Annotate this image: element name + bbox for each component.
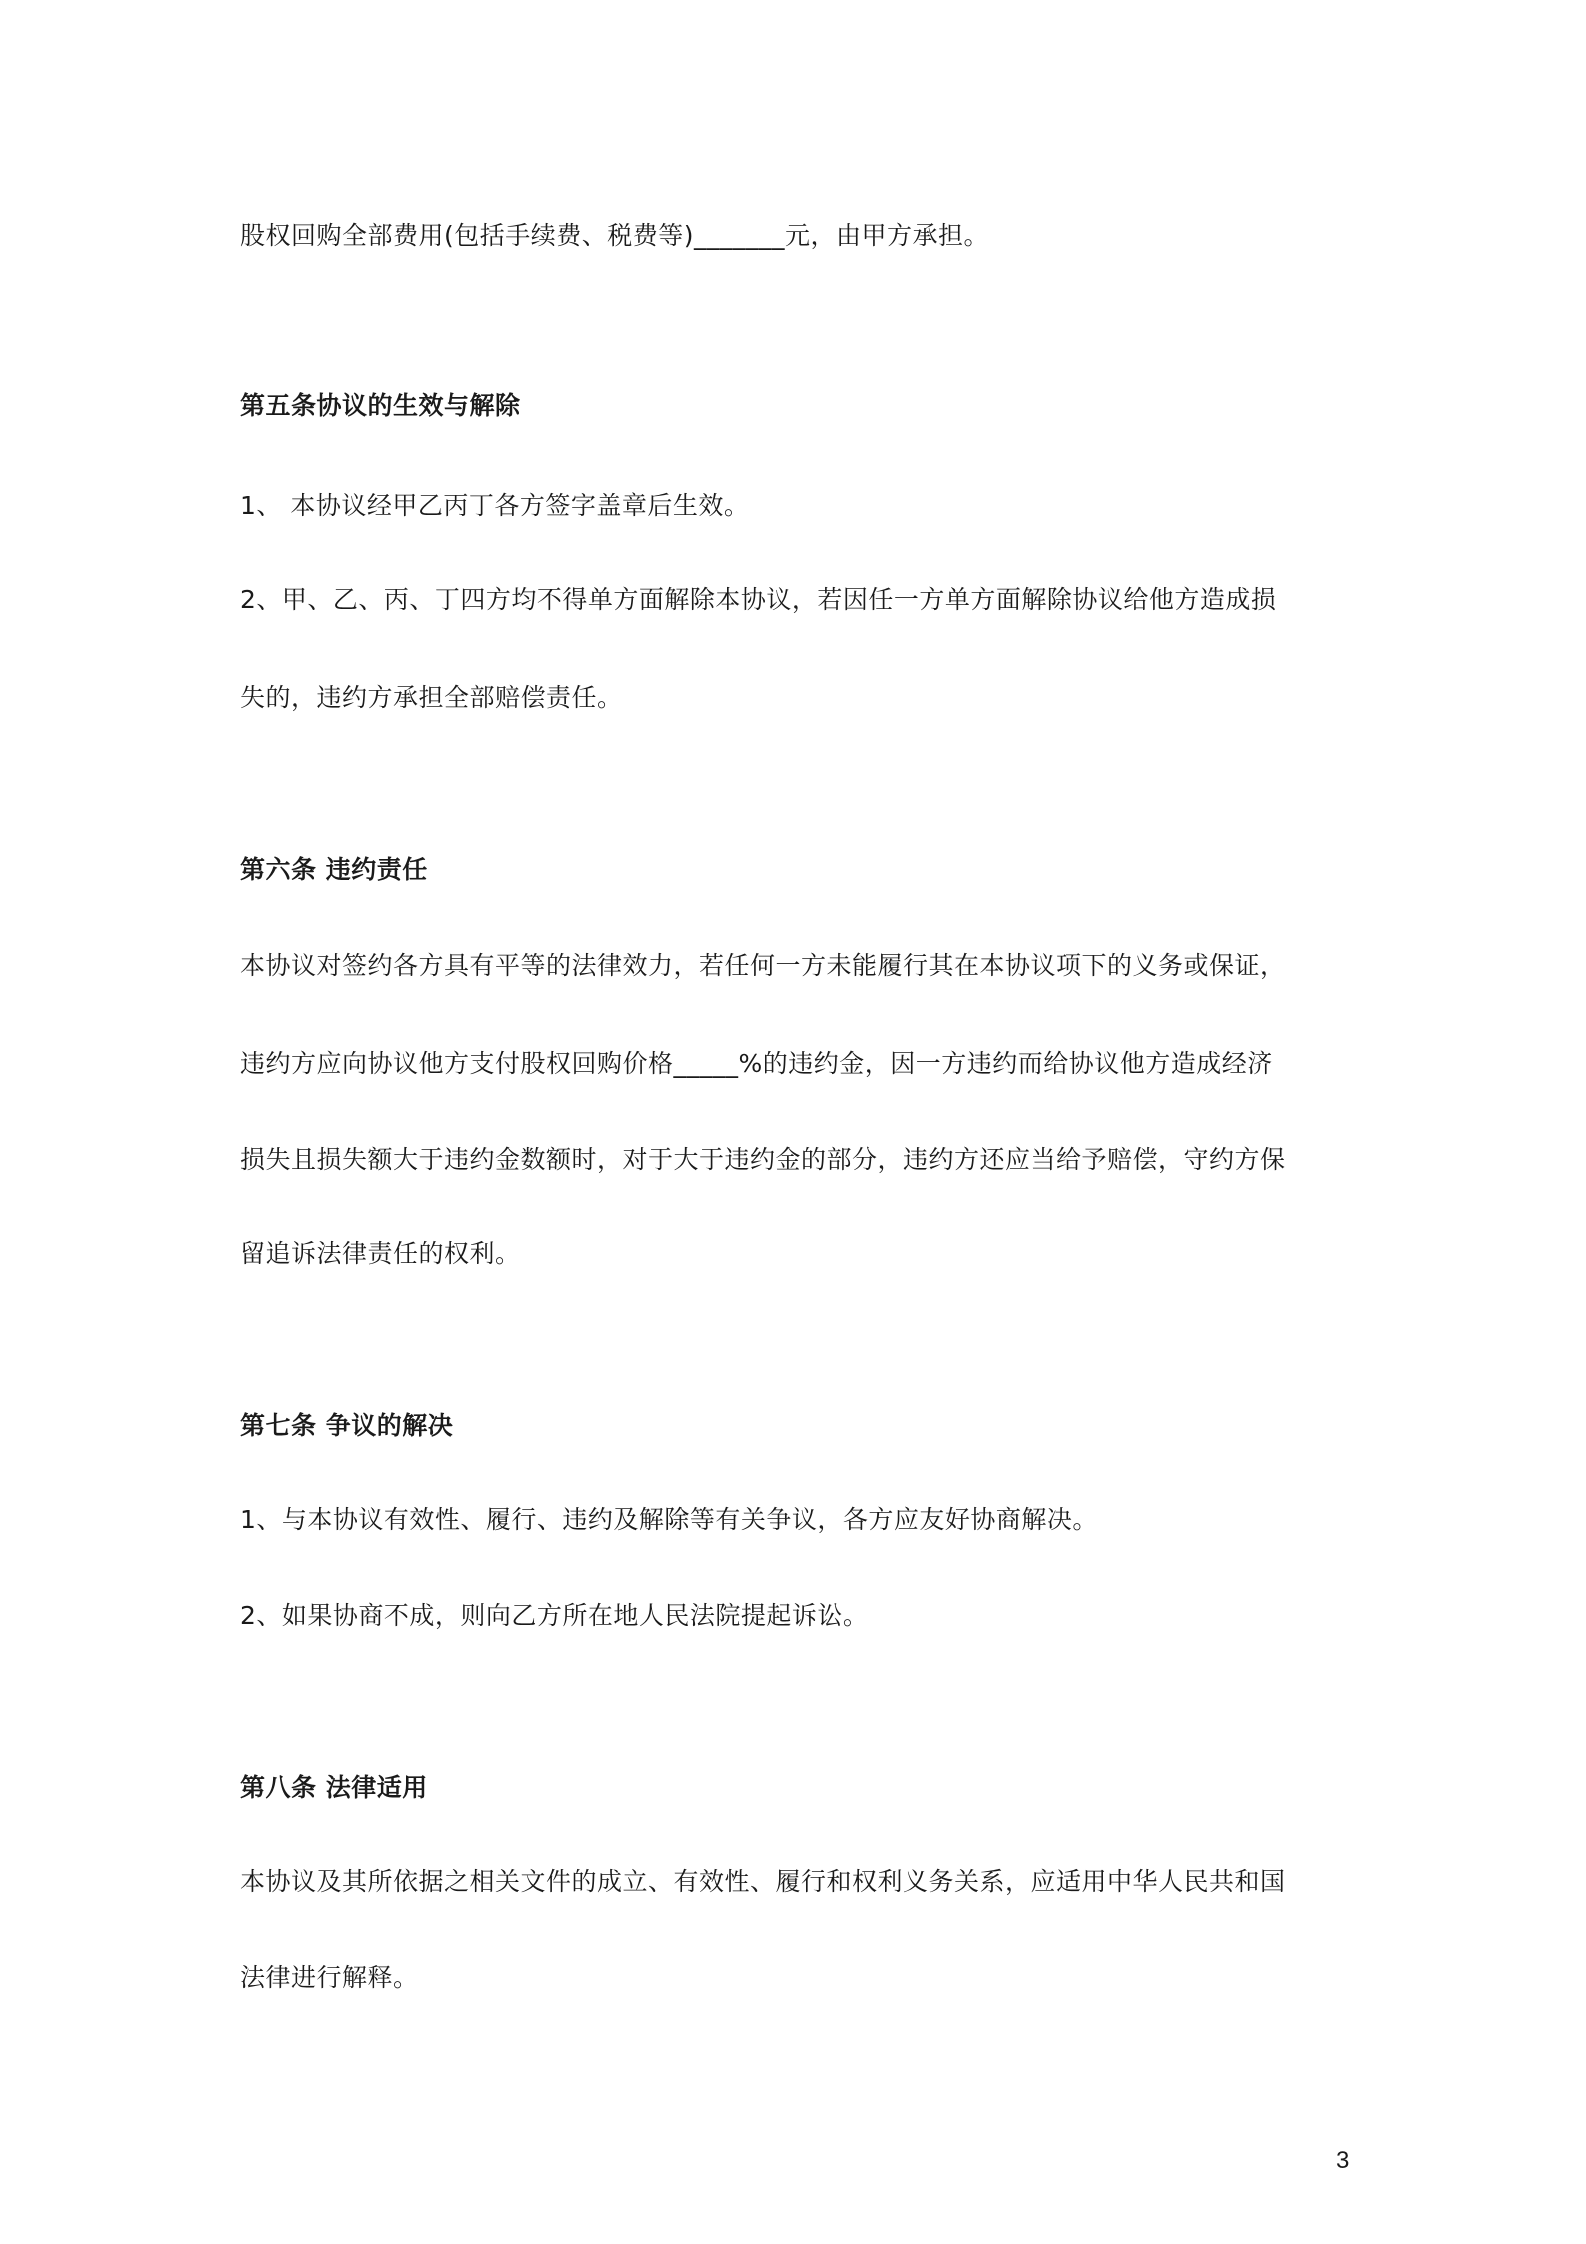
article-6-text-line-3: 损失且损失额大于违约金数额时，对于大于违约金的部分，违约方还应当给予赔偿，守约方保 xyxy=(240,1145,1286,1174)
article-5-item-2-line-1: 2、甲、乙、丙、丁四方均不得单方面解除本协议，若因任一方单方面解除协议给他方造成损 xyxy=(240,585,1277,614)
article-6-heading: 第六条 违约责任 xyxy=(240,855,428,884)
page-number: 3 xyxy=(1336,2147,1350,2174)
article-5-item-2-line-2: 失的，违约方承担全部赔偿责任。 xyxy=(240,683,623,712)
article-7-item-2: 2、如果协商不成，则向乙方所在地人民法院提起诉讼。 xyxy=(240,1601,869,1630)
article-6-text-line-4: 留追诉法律责任的权利。 xyxy=(240,1239,521,1268)
article-8-text-line-2: 法律进行解释。 xyxy=(240,1963,419,1992)
article-7-heading: 第七条 争议的解决 xyxy=(240,1411,454,1440)
fee-clause-text: 股权回购全部费用(包括手续费、税费等)_______元，由甲方承担。 xyxy=(240,221,990,250)
article-5-heading: 第五条协议的生效与解除 xyxy=(240,391,521,420)
article-6-text-line-1: 本协议对签约各方具有平等的法律效力，若任何一方未能履行其在本协议项下的义务或保证， xyxy=(240,951,1286,980)
article-5-item-1: 1、 本协议经甲乙丙丁各方签字盖章后生效。 xyxy=(240,491,750,520)
article-7-item-1: 1、与本协议有效性、履行、违约及解除等有关争议，各方应友好协商解决。 xyxy=(240,1505,1098,1534)
article-6-text-line-2: 违约方应向协议他方支付股权回购价格_____%的违约金，因一方违约而给协议他方造成经济 xyxy=(240,1049,1273,1078)
article-8-text-line-1: 本协议及其所依据之相关文件的成立、有效性、履行和权利义务关系，应适用中华人民共和国 xyxy=(240,1867,1286,1896)
article-8-heading: 第八条 法律适用 xyxy=(240,1773,428,1802)
